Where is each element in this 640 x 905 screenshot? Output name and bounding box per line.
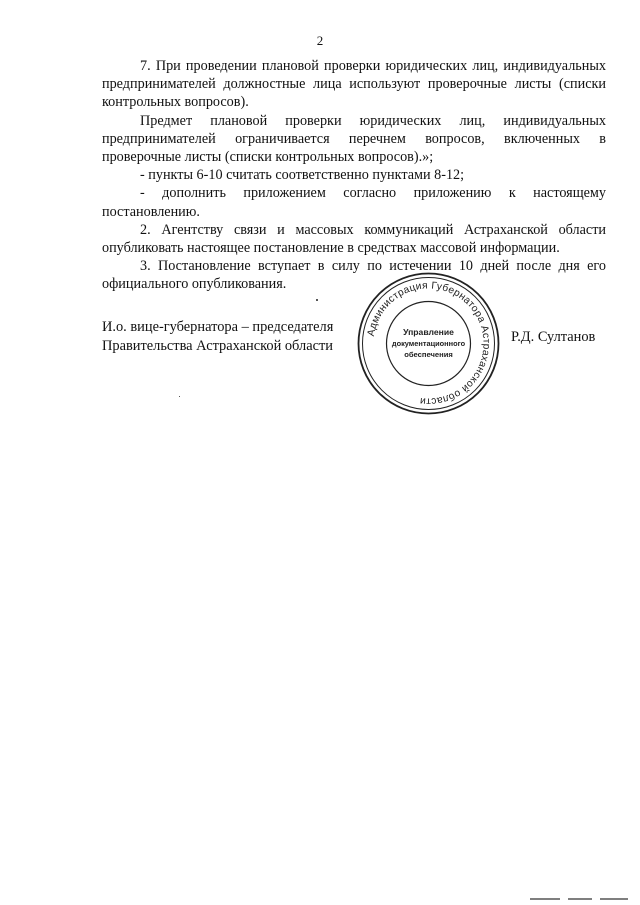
paragraph-subject: Предмет плановой проверки юридических лиц, индивидуальных предпринимателей ограничивается перечнем вопросов, включенных в проверочные листы (списки контрольных вопросов).»;	[102, 112, 606, 166]
paragraph-item-7: 7. При проведении плановой проверки юридических лиц, индивидуальных предпринимателей должностные лица используют проверочные листы (списки контрольных вопросов).	[102, 58, 606, 111]
official-stamp	[356, 271, 501, 416]
paragraph-effective: 3. Постановление вступает в силу по истечении 10 дней после дня его официального опубликования.	[102, 258, 606, 293]
document-body	[102, 57, 606, 294]
paragraph-renumber: - пункты 6-10 считать соответственно пунктами 8-12;	[140, 167, 465, 184]
page-number: 2	[316, 33, 324, 48]
signatory-position-line1: И.о. вице-губернатора – председателя	[102, 319, 334, 335]
signatory-position	[102, 318, 333, 356]
paragraph-appendix: - дополнить приложением согласно приложению к настоящему постановлению.	[102, 185, 606, 220]
stamp-ring-text: Администрация Губернатора Астраханской области	[365, 280, 492, 407]
scan-speck	[179, 396, 180, 397]
stamp-center-line1: Управление	[403, 327, 454, 337]
signatory-name: Р.Д. Султанов	[511, 329, 596, 345]
scan-speck	[316, 299, 318, 301]
signatory-position-line2: Правительства Астраханской области	[102, 338, 333, 354]
scan-edge-marks	[530, 897, 630, 901]
stamp-center-line3: обеспечения	[404, 350, 453, 359]
paragraph-publish: 2. Агентству связи и массовых коммуникаций Астраханской области опубликовать настоящее постановление в средствах массовой информации.	[102, 221, 606, 257]
stamp-center-line2: документационного	[391, 339, 466, 348]
